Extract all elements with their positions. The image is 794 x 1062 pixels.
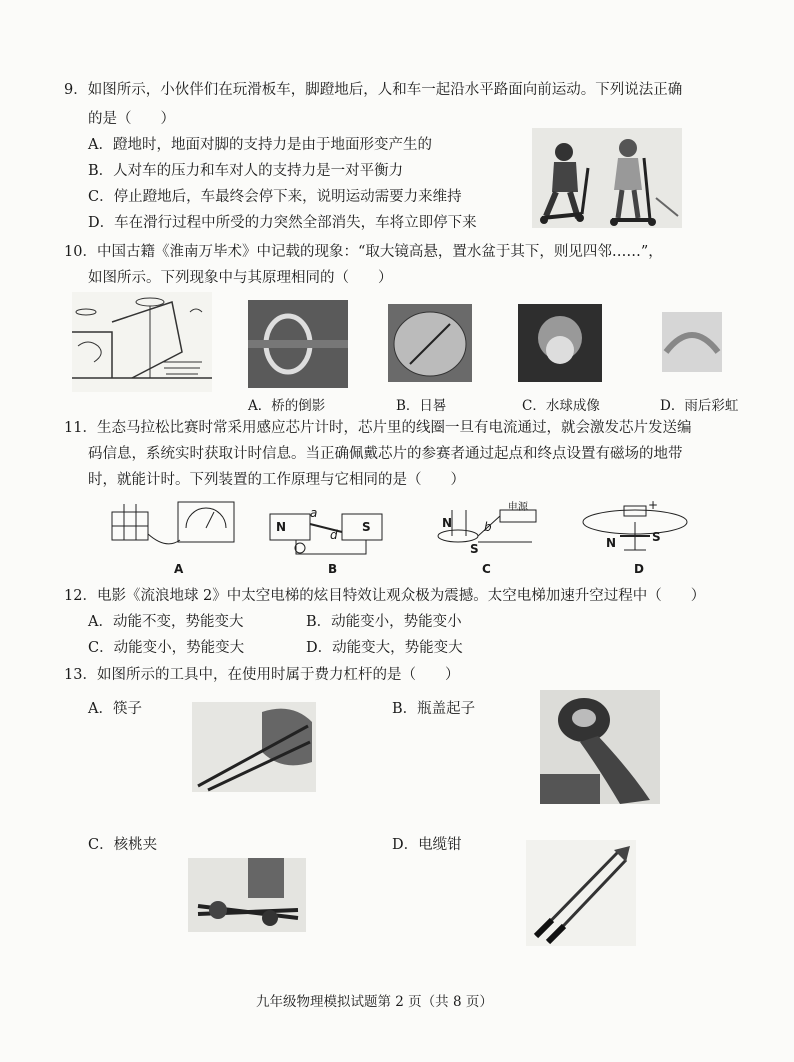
q9-option-a: A．蹬地时，地面对脚的支持力是由于地面形变产生的	[88, 137, 432, 153]
point-b-label: b	[484, 520, 492, 534]
point-d-label: d	[330, 528, 338, 542]
coil-s-label: S	[470, 542, 479, 556]
q9-option-b: B．人对车的压力和车对人的支持力是一对平衡力	[88, 163, 404, 179]
plus-label: +	[648, 498, 659, 512]
water-ball-photo	[518, 304, 602, 382]
q9-option-c: C．停止蹬地后，车最终会停下来，说明运动需要力来维持	[88, 189, 462, 205]
q10-caption-b: B．日晷	[396, 398, 447, 414]
q12-option-a: A．动能不变，势能变大	[88, 614, 244, 630]
q11-figure-a	[106, 494, 246, 558]
q11-stem-line1: 11．生态马拉松比赛时常采用感应芯片计时，芯片里的线圈一旦有电流通过，就会激发芯片发送编	[64, 420, 692, 436]
point-a-label: a	[310, 506, 318, 520]
q12-stem: 12．电影《流浪地球 2》中太空电梯的炫目特效让观众极为震撼。太空电梯加速升空过程中（ ）	[64, 588, 706, 604]
q9-option-d: D．车在滑行过程中所受的力突然全部消失，车将立即停下来	[88, 215, 477, 231]
rainbow-photo	[662, 312, 722, 372]
sundial-photo	[388, 304, 472, 382]
cable-cutter-photo	[526, 840, 636, 946]
q11-label-d: D	[634, 562, 644, 576]
q13-stem: 13．如图所示的工具中，在使用时属于费力杠杆的是（ ）	[64, 667, 460, 683]
magnet-n-label: N	[276, 520, 287, 534]
q13-option-d: D．电缆钳	[392, 837, 462, 853]
chopsticks-photo	[192, 702, 316, 792]
coil-n-label: N	[442, 516, 453, 530]
needle-s-label: S	[652, 530, 661, 544]
ancient-mirror-illustration	[72, 292, 212, 392]
q9-stem-line2: 的是（ ）	[88, 111, 175, 127]
scooter-kids-photo	[532, 128, 682, 228]
q11-label-b: B	[328, 562, 338, 576]
q10-caption-a: A．桥的倒影	[248, 398, 326, 414]
battery-label: 电源	[508, 502, 528, 513]
page-footer: 九年级物理模拟试题第 2 页（共 8 页）	[256, 994, 493, 1010]
q10-caption-c: C．水球成像	[522, 398, 600, 414]
needle-n-label: N	[606, 536, 617, 550]
q12-option-c: C．动能变小，势能变大	[88, 640, 245, 656]
q10-stem-line1: 10．中国古籍《淮南万毕术》中记载的现象：“取大镜高悬，置水盆于其下，则见四邻……”，	[64, 244, 663, 260]
q11-figure-c	[422, 496, 552, 560]
q10-stem-line2: 如图所示。下列现象中与其原理相同的（ ）	[88, 270, 393, 286]
q11-stem-line3: 时，就能计时。下列装置的工作原理与它相同的是（ ）	[88, 472, 465, 488]
magnet-s-label: S	[362, 520, 371, 534]
q11-stem-line2: 码信息，系统实时获取计时信息。当正确佩戴芯片的参赛者通过起点和终点设置有磁场的地带	[88, 446, 683, 462]
q11-label-a: A	[174, 562, 184, 576]
walnut-cracker-photo	[188, 858, 306, 932]
q9-stem-line1: 9．如图所示，小伙伴们在玩滑板车，脚蹬地后，人和车一起沿水平路面向前运动。下列说法正确	[64, 82, 683, 98]
q13-option-a: A．筷子	[88, 701, 142, 717]
q12-option-d: D．动能变大，势能变大	[306, 640, 463, 656]
q11-figure-b	[266, 494, 386, 564]
q10-caption-d: D．雨后彩虹	[660, 398, 739, 414]
q13-option-c: C．核桃夹	[88, 837, 158, 853]
bottle-opener-photo	[540, 690, 660, 804]
q11-figure-d	[580, 500, 690, 560]
q12-option-b: B．动能变小，势能变小	[306, 614, 462, 630]
q11-label-c: C	[482, 562, 491, 576]
bridge-reflection-photo	[248, 300, 348, 388]
q13-option-b: B．瓶盖起子	[392, 701, 476, 717]
